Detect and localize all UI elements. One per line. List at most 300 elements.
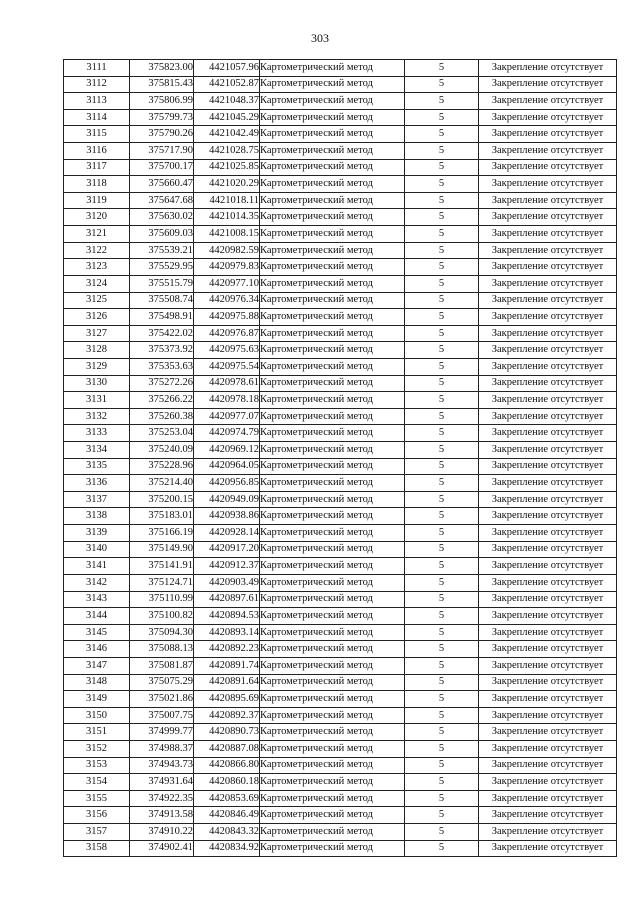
table-row [64, 591, 617, 608]
method-cell: Картометрический метод [260, 740, 405, 757]
method-cell: Картометрический метод [260, 707, 405, 724]
accuracy-cell: 5 [405, 425, 479, 442]
method-cell: Картометрический метод [260, 375, 405, 392]
table-row [64, 358, 617, 375]
y-coordinate-cell: 4420978.18 [194, 392, 260, 409]
y-coordinate-cell: 4420964.05 [194, 458, 260, 475]
accuracy-cell: 5 [405, 840, 479, 857]
point-number-cell: 3152 [64, 740, 130, 757]
fixation-cell: Закрепление отсутствует [479, 691, 617, 708]
table-row [64, 691, 617, 708]
table-row [64, 442, 617, 459]
point-number-cell: 3133 [64, 425, 130, 442]
y-coordinate-cell: 4420917.20 [194, 541, 260, 558]
accuracy-cell: 5 [405, 491, 479, 508]
y-coordinate-cell: 4420891.74 [194, 657, 260, 674]
y-coordinate-cell: 4420866.80 [194, 757, 260, 774]
y-coordinate-cell: 4420974.79 [194, 425, 260, 442]
method-cell: Картометрический метод [260, 292, 405, 309]
fixation-cell: Закрепление отсутствует [479, 275, 617, 292]
fixation-cell: Закрепление отсутствует [479, 525, 617, 542]
accuracy-cell: 5 [405, 707, 479, 724]
x-coordinate-cell: 375228.96 [130, 458, 194, 475]
y-coordinate-cell: 4421057.96 [194, 60, 260, 77]
x-coordinate-cell: 375183.01 [130, 508, 194, 525]
accuracy-cell: 5 [405, 624, 479, 641]
x-coordinate-cell: 375799.73 [130, 109, 194, 126]
x-coordinate-cell: 375100.82 [130, 608, 194, 625]
table-row [64, 674, 617, 691]
x-coordinate-cell: 374910.22 [130, 824, 194, 841]
method-cell: Картометрический метод [260, 807, 405, 824]
y-coordinate-cell: 4420977.10 [194, 275, 260, 292]
x-coordinate-cell: 375790.26 [130, 126, 194, 143]
method-cell: Картометрический метод [260, 358, 405, 375]
accuracy-cell: 5 [405, 209, 479, 226]
table-row [64, 657, 617, 674]
accuracy-cell: 5 [405, 574, 479, 591]
y-coordinate-cell: 4420975.88 [194, 309, 260, 326]
table-row [64, 508, 617, 525]
x-coordinate-cell: 374988.37 [130, 740, 194, 757]
point-number-cell: 3149 [64, 691, 130, 708]
y-coordinate-cell: 4421048.37 [194, 93, 260, 110]
fixation-cell: Закрепление отсутствует [479, 757, 617, 774]
fixation-cell: Закрепление отсутствует [479, 408, 617, 425]
table-row [64, 325, 617, 342]
point-number-cell: 3141 [64, 558, 130, 575]
fixation-cell: Закрепление отсутствует [479, 342, 617, 359]
y-coordinate-cell: 4420975.54 [194, 358, 260, 375]
accuracy-cell: 5 [405, 176, 479, 193]
x-coordinate-cell: 375630.02 [130, 209, 194, 226]
accuracy-cell: 5 [405, 691, 479, 708]
point-number-cell: 3122 [64, 242, 130, 259]
x-coordinate-cell: 374943.73 [130, 757, 194, 774]
method-cell: Картометрический метод [260, 126, 405, 143]
accuracy-cell: 5 [405, 325, 479, 342]
method-cell: Картометрический метод [260, 192, 405, 209]
table-row [64, 309, 617, 326]
y-coordinate-cell: 4420892.37 [194, 707, 260, 724]
point-number-cell: 3127 [64, 325, 130, 342]
method-cell: Картометрический метод [260, 209, 405, 226]
method-cell: Картометрический метод [260, 408, 405, 425]
y-coordinate-cell: 4420956.85 [194, 475, 260, 492]
y-coordinate-cell: 4420979.83 [194, 259, 260, 276]
fixation-cell: Закрепление отсутствует [479, 143, 617, 160]
page-number: 303 [311, 31, 329, 45]
x-coordinate-cell: 375088.13 [130, 641, 194, 658]
y-coordinate-cell: 4421008.15 [194, 226, 260, 243]
accuracy-cell: 5 [405, 309, 479, 326]
fixation-cell: Закрепление отсутствует [479, 541, 617, 558]
x-coordinate-cell: 375515.79 [130, 275, 194, 292]
x-coordinate-cell: 374902.41 [130, 840, 194, 857]
fixation-cell: Закрепление отсутствует [479, 558, 617, 575]
y-coordinate-cell: 4420975.63 [194, 342, 260, 359]
x-coordinate-cell: 375260.38 [130, 408, 194, 425]
point-number-cell: 3125 [64, 292, 130, 309]
x-coordinate-cell: 375149.90 [130, 541, 194, 558]
fixation-cell: Закрепление отсутствует [479, 574, 617, 591]
table-row [64, 109, 617, 126]
accuracy-cell: 5 [405, 824, 479, 841]
y-coordinate-cell: 4421052.87 [194, 76, 260, 93]
method-cell: Картометрический метод [260, 840, 405, 857]
x-coordinate-cell: 375539.21 [130, 242, 194, 259]
table-row [64, 558, 617, 575]
x-coordinate-cell: 375609.03 [130, 226, 194, 243]
accuracy-cell: 5 [405, 807, 479, 824]
x-coordinate-cell: 374999.77 [130, 724, 194, 741]
method-cell: Картометрический метод [260, 392, 405, 409]
y-coordinate-cell: 4421025.85 [194, 159, 260, 176]
x-coordinate-cell: 375806.99 [130, 93, 194, 110]
accuracy-cell: 5 [405, 342, 479, 359]
fixation-cell: Закрепление отсутствует [479, 508, 617, 525]
fixation-cell: Закрепление отсутствует [479, 60, 617, 77]
accuracy-cell: 5 [405, 275, 479, 292]
fixation-cell: Закрепление отсутствует [479, 608, 617, 625]
method-cell: Картометрический метод [260, 624, 405, 641]
accuracy-cell: 5 [405, 790, 479, 807]
table-row [64, 259, 617, 276]
point-number-cell: 3120 [64, 209, 130, 226]
fixation-cell: Закрепление отсутствует [479, 93, 617, 110]
method-cell: Картометрический метод [260, 591, 405, 608]
fixation-cell: Закрепление отсутствует [479, 807, 617, 824]
method-cell: Картометрический метод [260, 342, 405, 359]
accuracy-cell: 5 [405, 757, 479, 774]
method-cell: Картометрический метод [260, 824, 405, 841]
accuracy-cell: 5 [405, 109, 479, 126]
accuracy-cell: 5 [405, 242, 479, 259]
method-cell: Картометрический метод [260, 674, 405, 691]
point-number-cell: 3121 [64, 226, 130, 243]
point-number-cell: 3132 [64, 408, 130, 425]
method-cell: Картометрический метод [260, 442, 405, 459]
point-number-cell: 3118 [64, 176, 130, 193]
table-row [64, 275, 617, 292]
point-number-cell: 3137 [64, 491, 130, 508]
method-cell: Картометрический метод [260, 275, 405, 292]
point-number-cell: 3128 [64, 342, 130, 359]
method-cell: Картометрический метод [260, 325, 405, 342]
y-coordinate-cell: 4420853.69 [194, 790, 260, 807]
fixation-cell: Закрепление отсутствует [479, 707, 617, 724]
y-coordinate-cell: 4420893.14 [194, 624, 260, 641]
y-coordinate-cell: 4421014.35 [194, 209, 260, 226]
y-coordinate-cell: 4420894.53 [194, 608, 260, 625]
method-cell: Картометрический метод [260, 93, 405, 110]
x-coordinate-cell: 375529.95 [130, 259, 194, 276]
fixation-cell: Закрепление отсутствует [479, 242, 617, 259]
point-number-cell: 3158 [64, 840, 130, 857]
x-coordinate-cell: 375508.74 [130, 292, 194, 309]
method-cell: Картометрический метод [260, 491, 405, 508]
fixation-cell: Закрепление отсутствует [479, 292, 617, 309]
method-cell: Картометрический метод [260, 558, 405, 575]
method-cell: Картометрический метод [260, 724, 405, 741]
x-coordinate-cell: 375647.68 [130, 192, 194, 209]
method-cell: Картометрический метод [260, 608, 405, 625]
fixation-cell: Закрепление отсутствует [479, 226, 617, 243]
y-coordinate-cell: 4420892.23 [194, 641, 260, 658]
x-coordinate-cell: 375094.30 [130, 624, 194, 641]
method-cell: Картометрический метод [260, 60, 405, 77]
accuracy-cell: 5 [405, 475, 479, 492]
table-row [64, 641, 617, 658]
fixation-cell: Закрепление отсутствует [479, 840, 617, 857]
fixation-cell: Закрепление отсутствует [479, 674, 617, 691]
table-row [64, 458, 617, 475]
table-body [64, 60, 617, 857]
point-number-cell: 3147 [64, 657, 130, 674]
x-coordinate-cell: 375272.26 [130, 375, 194, 392]
table-row [64, 342, 617, 359]
fixation-cell: Закрепление отсутствует [479, 375, 617, 392]
x-coordinate-cell: 374931.64 [130, 774, 194, 791]
fixation-cell: Закрепление отсутствует [479, 774, 617, 791]
fixation-cell: Закрепление отсутствует [479, 790, 617, 807]
point-number-cell: 3151 [64, 724, 130, 741]
table-row [64, 774, 617, 791]
x-coordinate-cell: 375422.02 [130, 325, 194, 342]
point-number-cell: 3115 [64, 126, 130, 143]
table-row [64, 192, 617, 209]
accuracy-cell: 5 [405, 508, 479, 525]
method-cell: Картометрический метод [260, 541, 405, 558]
fixation-cell: Закрепление отсутствует [479, 491, 617, 508]
accuracy-cell: 5 [405, 724, 479, 741]
table-row [64, 541, 617, 558]
table-row [64, 408, 617, 425]
x-coordinate-cell: 375141.91 [130, 558, 194, 575]
accuracy-cell: 5 [405, 657, 479, 674]
point-number-cell: 3113 [64, 93, 130, 110]
accuracy-cell: 5 [405, 740, 479, 757]
point-number-cell: 3138 [64, 508, 130, 525]
x-coordinate-cell: 375823.00 [130, 60, 194, 77]
accuracy-cell: 5 [405, 159, 479, 176]
accuracy-cell: 5 [405, 458, 479, 475]
method-cell: Картометрический метод [260, 226, 405, 243]
point-number-cell: 3154 [64, 774, 130, 791]
x-coordinate-cell: 375110.99 [130, 591, 194, 608]
y-coordinate-cell: 4420969.12 [194, 442, 260, 459]
point-number-cell: 3119 [64, 192, 130, 209]
fixation-cell: Закрепление отсутствует [479, 624, 617, 641]
y-coordinate-cell: 4420976.87 [194, 325, 260, 342]
y-coordinate-cell: 4421020.29 [194, 176, 260, 193]
fixation-cell: Закрепление отсутствует [479, 76, 617, 93]
method-cell: Картометрический метод [260, 475, 405, 492]
accuracy-cell: 5 [405, 641, 479, 658]
accuracy-cell: 5 [405, 674, 479, 691]
point-number-cell: 3144 [64, 608, 130, 625]
accuracy-cell: 5 [405, 442, 479, 459]
x-coordinate-cell: 375700.17 [130, 159, 194, 176]
y-coordinate-cell: 4420834.92 [194, 840, 260, 857]
table-row [64, 475, 617, 492]
table-row [64, 491, 617, 508]
accuracy-cell: 5 [405, 774, 479, 791]
point-number-cell: 3156 [64, 807, 130, 824]
table-row [64, 624, 617, 641]
method-cell: Картометрический метод [260, 458, 405, 475]
accuracy-cell: 5 [405, 392, 479, 409]
table-row [64, 159, 617, 176]
fixation-cell: Закрепление отсутствует [479, 209, 617, 226]
accuracy-cell: 5 [405, 608, 479, 625]
point-number-cell: 3143 [64, 591, 130, 608]
accuracy-cell: 5 [405, 375, 479, 392]
table-row [64, 608, 617, 625]
table-row [64, 375, 617, 392]
point-number-cell: 3142 [64, 574, 130, 591]
point-number-cell: 3136 [64, 475, 130, 492]
fixation-cell: Закрепление отсутствует [479, 641, 617, 658]
accuracy-cell: 5 [405, 358, 479, 375]
point-number-cell: 3145 [64, 624, 130, 641]
x-coordinate-cell: 375214.40 [130, 475, 194, 492]
fixation-cell: Закрепление отсутствует [479, 442, 617, 459]
y-coordinate-cell: 4420843.32 [194, 824, 260, 841]
method-cell: Картометрический метод [260, 176, 405, 193]
method-cell: Картометрический метод [260, 425, 405, 442]
x-coordinate-cell: 375240.09 [130, 442, 194, 459]
x-coordinate-cell: 375021.86 [130, 691, 194, 708]
fixation-cell: Закрепление отсутствует [479, 126, 617, 143]
fixation-cell: Закрепление отсутствует [479, 159, 617, 176]
fixation-cell: Закрепление отсутствует [479, 392, 617, 409]
y-coordinate-cell: 4420977.07 [194, 408, 260, 425]
x-coordinate-cell: 375498.91 [130, 309, 194, 326]
point-number-cell: 3155 [64, 790, 130, 807]
x-coordinate-cell: 375007.75 [130, 707, 194, 724]
y-coordinate-cell: 4421018.11 [194, 192, 260, 209]
method-cell: Картометрический метод [260, 790, 405, 807]
table-row [64, 242, 617, 259]
table-row [64, 292, 617, 309]
x-coordinate-cell: 375373.92 [130, 342, 194, 359]
fixation-cell: Закрепление отсутствует [479, 325, 617, 342]
coordinates-table [63, 59, 617, 857]
y-coordinate-cell: 4421045.29 [194, 109, 260, 126]
fixation-cell: Закрепление отсутствует [479, 176, 617, 193]
point-number-cell: 3139 [64, 525, 130, 542]
fixation-cell: Закрепление отсутствует [479, 425, 617, 442]
point-number-cell: 3146 [64, 641, 130, 658]
x-coordinate-cell: 375253.04 [130, 425, 194, 442]
point-number-cell: 3131 [64, 392, 130, 409]
x-coordinate-cell: 375081.87 [130, 657, 194, 674]
y-coordinate-cell: 4421028.75 [194, 143, 260, 160]
method-cell: Картометрический метод [260, 774, 405, 791]
x-coordinate-cell: 375200.15 [130, 491, 194, 508]
y-coordinate-cell: 4420887.08 [194, 740, 260, 757]
method-cell: Картометрический метод [260, 143, 405, 160]
table-row [64, 226, 617, 243]
x-coordinate-cell: 375166.19 [130, 525, 194, 542]
accuracy-cell: 5 [405, 408, 479, 425]
point-number-cell: 3124 [64, 275, 130, 292]
table-row [64, 425, 617, 442]
accuracy-cell: 5 [405, 60, 479, 77]
table-row [64, 176, 617, 193]
point-number-cell: 3112 [64, 76, 130, 93]
table-row [64, 574, 617, 591]
fixation-cell: Закрепление отсутствует [479, 824, 617, 841]
fixation-cell: Закрепление отсутствует [479, 309, 617, 326]
point-number-cell: 3148 [64, 674, 130, 691]
method-cell: Картометрический метод [260, 574, 405, 591]
point-number-cell: 3116 [64, 143, 130, 160]
table-row [64, 790, 617, 807]
method-cell: Картометрический метод [260, 309, 405, 326]
method-cell: Картометрический метод [260, 508, 405, 525]
point-number-cell: 3111 [64, 60, 130, 77]
y-coordinate-cell: 4420890.73 [194, 724, 260, 741]
point-number-cell: 3123 [64, 259, 130, 276]
table-row [64, 824, 617, 841]
accuracy-cell: 5 [405, 292, 479, 309]
point-number-cell: 3130 [64, 375, 130, 392]
point-number-cell: 3126 [64, 309, 130, 326]
table-row [64, 707, 617, 724]
x-coordinate-cell: 374913.58 [130, 807, 194, 824]
x-coordinate-cell: 374922.35 [130, 790, 194, 807]
accuracy-cell: 5 [405, 591, 479, 608]
x-coordinate-cell: 375353.63 [130, 358, 194, 375]
y-coordinate-cell: 4420938.86 [194, 508, 260, 525]
table-row [64, 209, 617, 226]
method-cell: Картометрический метод [260, 259, 405, 276]
accuracy-cell: 5 [405, 226, 479, 243]
fixation-cell: Закрепление отсутствует [479, 192, 617, 209]
method-cell: Картометрический метод [260, 242, 405, 259]
x-coordinate-cell: 375815.43 [130, 76, 194, 93]
point-number-cell: 3114 [64, 109, 130, 126]
fixation-cell: Закрепление отсутствует [479, 358, 617, 375]
y-coordinate-cell: 4420982.59 [194, 242, 260, 259]
accuracy-cell: 5 [405, 192, 479, 209]
method-cell: Картометрический метод [260, 657, 405, 674]
table-row [64, 740, 617, 757]
table-row [64, 143, 617, 160]
table-row [64, 840, 617, 857]
y-coordinate-cell: 4420846.49 [194, 807, 260, 824]
accuracy-cell: 5 [405, 558, 479, 575]
y-coordinate-cell: 4421042.49 [194, 126, 260, 143]
fixation-cell: Закрепление отсутствует [479, 657, 617, 674]
fixation-cell: Закрепление отсутствует [479, 740, 617, 757]
x-coordinate-cell: 375660.47 [130, 176, 194, 193]
table-row [64, 724, 617, 741]
method-cell: Картометрический метод [260, 76, 405, 93]
point-number-cell: 3117 [64, 159, 130, 176]
table-row [64, 392, 617, 409]
accuracy-cell: 5 [405, 525, 479, 542]
method-cell: Картометрический метод [260, 757, 405, 774]
y-coordinate-cell: 4420912.37 [194, 558, 260, 575]
point-number-cell: 3129 [64, 358, 130, 375]
accuracy-cell: 5 [405, 93, 479, 110]
method-cell: Картометрический метод [260, 159, 405, 176]
y-coordinate-cell: 4420928.14 [194, 525, 260, 542]
table-row [64, 60, 617, 77]
